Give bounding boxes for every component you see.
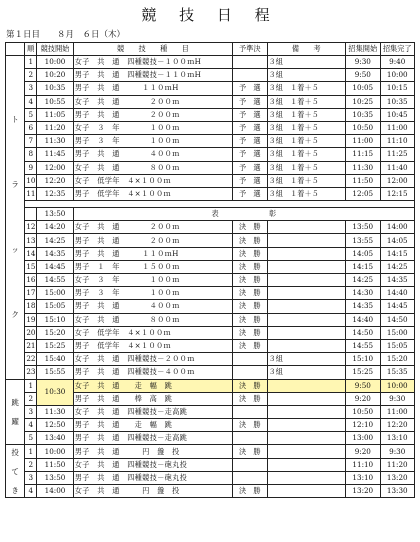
schedule-row: [6, 471, 415, 484]
schedule-row: [6, 458, 415, 471]
start-time: 11:20: [37, 121, 74, 134]
start-time: 10:20: [37, 69, 74, 82]
call-end: 10:35: [380, 95, 415, 108]
ceremony-row: [6, 208, 415, 221]
row-number: 12: [25, 221, 37, 234]
round: 決 勝: [233, 274, 267, 287]
ceremony-blank: [25, 208, 37, 221]
event-name: 女子 低学年 ４×１００ｍ: [73, 326, 232, 339]
note: [267, 287, 346, 300]
event-name: 女子 共 通 円 盤 投: [73, 485, 232, 498]
note: [267, 326, 346, 339]
round: [233, 353, 267, 366]
start-time: 14:35: [37, 247, 74, 260]
round: 決 勝: [233, 313, 267, 326]
date-line: 第１日目 ８月 ６日（木）: [6, 30, 126, 40]
row-number: 11: [25, 187, 37, 200]
spacer-cell: [25, 201, 415, 208]
event-name: 女子 共 通 ２００ｍ: [73, 221, 232, 234]
round: 決 勝: [233, 379, 267, 392]
event-name: 女子 共 通 四種競技－１００ｍH: [73, 56, 232, 69]
header-event: 競 技 種 目: [73, 43, 232, 56]
row-number: 3: [25, 405, 37, 418]
start-time: 11:05: [37, 108, 74, 121]
call-start: 13:50: [346, 221, 380, 234]
start-time: 10:55: [37, 95, 74, 108]
section-label-char: 投: [11, 447, 19, 457]
row-number: 21: [25, 339, 37, 352]
note: [267, 445, 346, 458]
call-end: 15:00: [380, 326, 415, 339]
row-number: 3: [25, 471, 37, 484]
event-name: 男子 共 通 走 幅 跳: [73, 419, 232, 432]
call-start: 10:50: [346, 121, 380, 134]
event-name: 男子 共 通 ２００ｍ: [73, 108, 232, 121]
note: ３組 １着＋５: [267, 161, 346, 174]
schedule-row: [6, 174, 415, 187]
call-start: 9:20: [346, 392, 380, 405]
event-name: 男子 低学年 ４×１００ｍ: [73, 339, 232, 352]
round: [233, 56, 267, 69]
section-label-char: ト: [11, 115, 19, 125]
start-time: 14:45: [37, 260, 74, 273]
call-end: 15:20: [380, 353, 415, 366]
call-end: 13:10: [380, 432, 415, 445]
start-time: 13:40: [37, 432, 74, 445]
event-name: 女子 低学年 ４×１００ｍ: [73, 174, 232, 187]
call-end: 11:40: [380, 161, 415, 174]
call-end: 13:30: [380, 485, 415, 498]
call-end: 11:20: [380, 458, 415, 471]
round: 決 勝: [233, 234, 267, 247]
call-end: 12:00: [380, 174, 415, 187]
round: 決 勝: [233, 445, 267, 458]
ceremony-time: 13:50: [37, 208, 74, 221]
call-start: 9:30: [346, 56, 380, 69]
call-start: 15:10: [346, 353, 380, 366]
call-end: 15:35: [380, 366, 415, 379]
event-name: 女子 共 通 走 幅 跳: [73, 379, 232, 392]
schedule-row: [6, 95, 415, 108]
section-label: [6, 56, 25, 380]
row-number: 1: [25, 379, 37, 392]
call-start: 13:55: [346, 234, 380, 247]
start-time: 11:45: [37, 148, 74, 161]
start-time: 15:20: [37, 326, 74, 339]
note: [267, 300, 346, 313]
note: ３組: [267, 353, 346, 366]
note: ３組 １着＋５: [267, 174, 346, 187]
round: [233, 405, 267, 418]
event-name: 男子 共 通 ２００ｍ: [73, 234, 232, 247]
start-time: 10:00: [37, 445, 74, 458]
call-start: 12:10: [346, 419, 380, 432]
header-corner: [6, 43, 25, 56]
event-name: 男子 ３ 年 １００ｍ: [73, 287, 232, 300]
schedule-row: [6, 69, 415, 82]
event-name: 男子 共 通 四種競技－４００ｍ: [73, 366, 232, 379]
event-name: 男子 共 通 四種競技－走高跳: [73, 432, 232, 445]
call-start: 15:25: [346, 366, 380, 379]
start-time: 15:55: [37, 366, 74, 379]
row-number: 17: [25, 287, 37, 300]
note: ３組 １着＋５: [267, 135, 346, 148]
round: [233, 432, 267, 445]
call-start: 14:35: [346, 300, 380, 313]
start-time: 14:25: [37, 234, 74, 247]
round: 決 勝: [233, 339, 267, 352]
round: 決 勝: [233, 300, 267, 313]
event-name: 女子 ３ 年 １００ｍ: [73, 121, 232, 134]
round: 予 選: [233, 82, 267, 95]
note: ３組: [267, 366, 346, 379]
round: 予 選: [233, 108, 267, 121]
schedule-row: [6, 419, 415, 432]
call-start: 11:00: [346, 135, 380, 148]
note: ３組 １着＋５: [267, 82, 346, 95]
round: 予 選: [233, 121, 267, 134]
start-time: 12:35: [37, 187, 74, 200]
note: [267, 221, 346, 234]
call-end: 14:35: [380, 274, 415, 287]
round: 予 選: [233, 95, 267, 108]
schedule-row: [6, 148, 415, 161]
call-end: 12:20: [380, 419, 415, 432]
section-label-char: 躍: [11, 416, 19, 426]
call-end: 11:25: [380, 148, 415, 161]
header-call-end: 招集完了: [380, 43, 415, 56]
start-time: 10:35: [37, 82, 74, 95]
schedule-row: [6, 56, 415, 69]
row-number: 4: [25, 485, 37, 498]
note: [267, 313, 346, 326]
round: [233, 366, 267, 379]
call-end: 14:00: [380, 221, 415, 234]
schedule-row: [6, 445, 415, 458]
note: ３組: [267, 56, 346, 69]
schedule-row: [6, 485, 415, 498]
call-end: 13:20: [380, 471, 415, 484]
schedule-row: [6, 353, 415, 366]
note: ３組 １着＋５: [267, 108, 346, 121]
start-time: 15:05: [37, 300, 74, 313]
schedule-row: [6, 366, 415, 379]
start-time: 14:20: [37, 221, 74, 234]
schedule-row: [6, 161, 415, 174]
note: [267, 234, 346, 247]
event-name: 女子 共 通 ８００ｍ: [73, 161, 232, 174]
event-name: 男子 共 通 ４００ｍ: [73, 300, 232, 313]
note: [267, 379, 346, 392]
call-start: 9:20: [346, 445, 380, 458]
header-note: 備 考: [267, 43, 346, 56]
start-time: 12:20: [37, 174, 74, 187]
round: [233, 471, 267, 484]
event-name: 男子 共 通 １１０ｍH: [73, 247, 232, 260]
row-number: 4: [25, 95, 37, 108]
header-no: 順: [25, 43, 37, 56]
start-time: 15:25: [37, 339, 74, 352]
section-label: [6, 379, 25, 445]
note: [267, 458, 346, 471]
call-end: 11:00: [380, 121, 415, 134]
page-title: 競 技 日 程: [141, 6, 279, 24]
note: ３組 １着＋５: [267, 187, 346, 200]
schedule-row: [6, 247, 415, 260]
event-name: 女子 ３ 年 １００ｍ: [73, 274, 232, 287]
schedule-row: [6, 187, 415, 200]
round: 予 選: [233, 148, 267, 161]
schedule-row: [6, 234, 415, 247]
schedule-row: [6, 432, 415, 445]
schedule-row: [6, 326, 415, 339]
row-number: 5: [25, 432, 37, 445]
header-round: 予準決: [233, 43, 267, 56]
call-start: 11:15: [346, 148, 380, 161]
schedule-row: [6, 313, 415, 326]
row-number: 2: [25, 458, 37, 471]
event-name: 男子 共 通 棒 高 跳: [73, 392, 232, 405]
row-number: 1: [25, 56, 37, 69]
row-number: 10: [25, 174, 37, 187]
call-start: 14:05: [346, 247, 380, 260]
schedule-row: [6, 274, 415, 287]
call-start: 14:30: [346, 287, 380, 300]
event-name: 男子 １ 年 １５００ｍ: [73, 260, 232, 273]
schedule-row: [6, 108, 415, 121]
start-time: 12:50: [37, 419, 74, 432]
call-start: 9:50: [346, 379, 380, 392]
call-start: 14:25: [346, 274, 380, 287]
section-label-char: ラ: [11, 180, 19, 190]
note: [267, 392, 346, 405]
start-time: 15:00: [37, 287, 74, 300]
note: ３組 １着＋５: [267, 121, 346, 134]
event-name: 男子 低学年 ４×１００ｍ: [73, 187, 232, 200]
call-end: 10:00: [380, 379, 415, 392]
call-end: 11:10: [380, 135, 415, 148]
round: 決 勝: [233, 419, 267, 432]
round: 決 勝: [233, 326, 267, 339]
call-end: 14:40: [380, 287, 415, 300]
event-name: 女子 共 通 ２００ｍ: [73, 95, 232, 108]
start-time: 10:30: [37, 379, 74, 405]
round: 決 勝: [233, 287, 267, 300]
note: [267, 339, 346, 352]
start-time: 14:55: [37, 274, 74, 287]
call-end: 9:30: [380, 445, 415, 458]
call-start: 10:50: [346, 405, 380, 418]
row-number: 2: [25, 392, 37, 405]
start-time: 10:00: [37, 56, 74, 69]
start-time: 11:30: [37, 405, 74, 418]
call-start: 13:00: [346, 432, 380, 445]
call-start: 10:05: [346, 82, 380, 95]
round: 予 選: [233, 135, 267, 148]
call-start: 13:20: [346, 485, 380, 498]
start-time: 12:00: [37, 161, 74, 174]
event-name: 男子 共 通 円 盤 投: [73, 445, 232, 458]
call-start: 10:35: [346, 108, 380, 121]
row-number: 23: [25, 366, 37, 379]
row-number: 9: [25, 161, 37, 174]
schedule-row: [6, 121, 415, 134]
event-name: 女子 共 通 四種競技－走高跳: [73, 405, 232, 418]
section-label-char: き: [11, 485, 19, 495]
row-number: 20: [25, 326, 37, 339]
row-number: 6: [25, 121, 37, 134]
round: 予 選: [233, 187, 267, 200]
row-number: 19: [25, 313, 37, 326]
start-time: 11:30: [37, 135, 74, 148]
round: [233, 458, 267, 471]
note: [267, 260, 346, 273]
row-number: 4: [25, 419, 37, 432]
note: [267, 485, 346, 498]
note: [267, 432, 346, 445]
schedule-row: [6, 260, 415, 273]
section-label: [6, 445, 25, 498]
round: 決 勝: [233, 485, 267, 498]
call-end: 10:15: [380, 82, 415, 95]
call-end: 12:15: [380, 187, 415, 200]
call-start: 14:15: [346, 260, 380, 273]
note: [267, 274, 346, 287]
start-time: 11:50: [37, 458, 74, 471]
round: 決 勝: [233, 392, 267, 405]
row-number: 18: [25, 300, 37, 313]
schedule-table: [5, 42, 415, 498]
event-name: 男子 ３ 年 １００ｍ: [73, 135, 232, 148]
schedule-row: [6, 135, 415, 148]
round: 決 勝: [233, 247, 267, 260]
note: ３組 １着＋５: [267, 148, 346, 161]
event-name: 男子 共 通 １１０ｍH: [73, 82, 232, 95]
call-start: 11:10: [346, 458, 380, 471]
row-number: 16: [25, 274, 37, 287]
call-end: 9:40: [380, 56, 415, 69]
header-row: [6, 43, 415, 56]
row-number: 8: [25, 148, 37, 161]
call-start: 14:50: [346, 326, 380, 339]
schedule-row: [6, 300, 415, 313]
section-label-char: ッ: [11, 245, 19, 255]
row-number: 13: [25, 234, 37, 247]
call-end: 11:00: [380, 405, 415, 418]
call-start: 10:25: [346, 95, 380, 108]
header-start: 競技開始: [37, 43, 74, 56]
call-start: 11:30: [346, 161, 380, 174]
call-end: 9:30: [380, 392, 415, 405]
round: 決 勝: [233, 221, 267, 234]
start-time: 14:00: [37, 485, 74, 498]
event-name: 男子 共 通 四種競技－１１０ｍH: [73, 69, 232, 82]
note: ３組: [267, 69, 346, 82]
event-name: 女子 共 通 四種競技－砲丸投: [73, 458, 232, 471]
call-end: 14:50: [380, 313, 415, 326]
event-name: 男子 共 通 ４００ｍ: [73, 148, 232, 161]
event-name: 女子 共 通 四種競技－２００ｍ: [73, 353, 232, 366]
schedule-row: [6, 287, 415, 300]
start-time: 15:10: [37, 313, 74, 326]
round: 決 勝: [233, 260, 267, 273]
ceremony-label: 表 彰: [73, 208, 414, 221]
call-end: 10:45: [380, 108, 415, 121]
schedule-row: [6, 379, 415, 392]
start-time: 13:50: [37, 471, 74, 484]
call-start: 14:40: [346, 313, 380, 326]
call-start: 13:10: [346, 471, 380, 484]
call-end: 10:00: [380, 69, 415, 82]
event-name: 女子 共 通 ８００ｍ: [73, 313, 232, 326]
call-start: 11:50: [346, 174, 380, 187]
note: [267, 419, 346, 432]
call-end: 15:05: [380, 339, 415, 352]
round: 予 選: [233, 161, 267, 174]
schedule-row: [6, 405, 415, 418]
round: 予 選: [233, 174, 267, 187]
note: [267, 471, 346, 484]
note: [267, 247, 346, 260]
row-number: 14: [25, 247, 37, 260]
call-start: 14:55: [346, 339, 380, 352]
call-end: 14:05: [380, 234, 415, 247]
header-call-start: 招集開始: [346, 43, 380, 56]
start-time: 15:40: [37, 353, 74, 366]
section-label-char: て: [11, 466, 19, 476]
row-number: 15: [25, 260, 37, 273]
row-number: 7: [25, 135, 37, 148]
event-name: 男子 共 通 四種競技－砲丸投: [73, 471, 232, 484]
row-number: 2: [25, 69, 37, 82]
row-number: 22: [25, 353, 37, 366]
row-number: 5: [25, 108, 37, 121]
note: [267, 405, 346, 418]
row-number: 1: [25, 445, 37, 458]
call-start: 9:50: [346, 69, 380, 82]
round: [233, 69, 267, 82]
schedule-row: [6, 221, 415, 234]
spacer-row: [6, 201, 415, 208]
call-end: 14:25: [380, 260, 415, 273]
schedule-row: [6, 82, 415, 95]
note: ３組 １着＋５: [267, 95, 346, 108]
section-label-char: ク: [11, 310, 19, 320]
schedule-row: [6, 339, 415, 352]
call-start: 12:05: [346, 187, 380, 200]
call-end: 14:15: [380, 247, 415, 260]
call-end: 14:45: [380, 300, 415, 313]
section-label-char: 跳: [11, 397, 19, 407]
row-number: 3: [25, 82, 37, 95]
